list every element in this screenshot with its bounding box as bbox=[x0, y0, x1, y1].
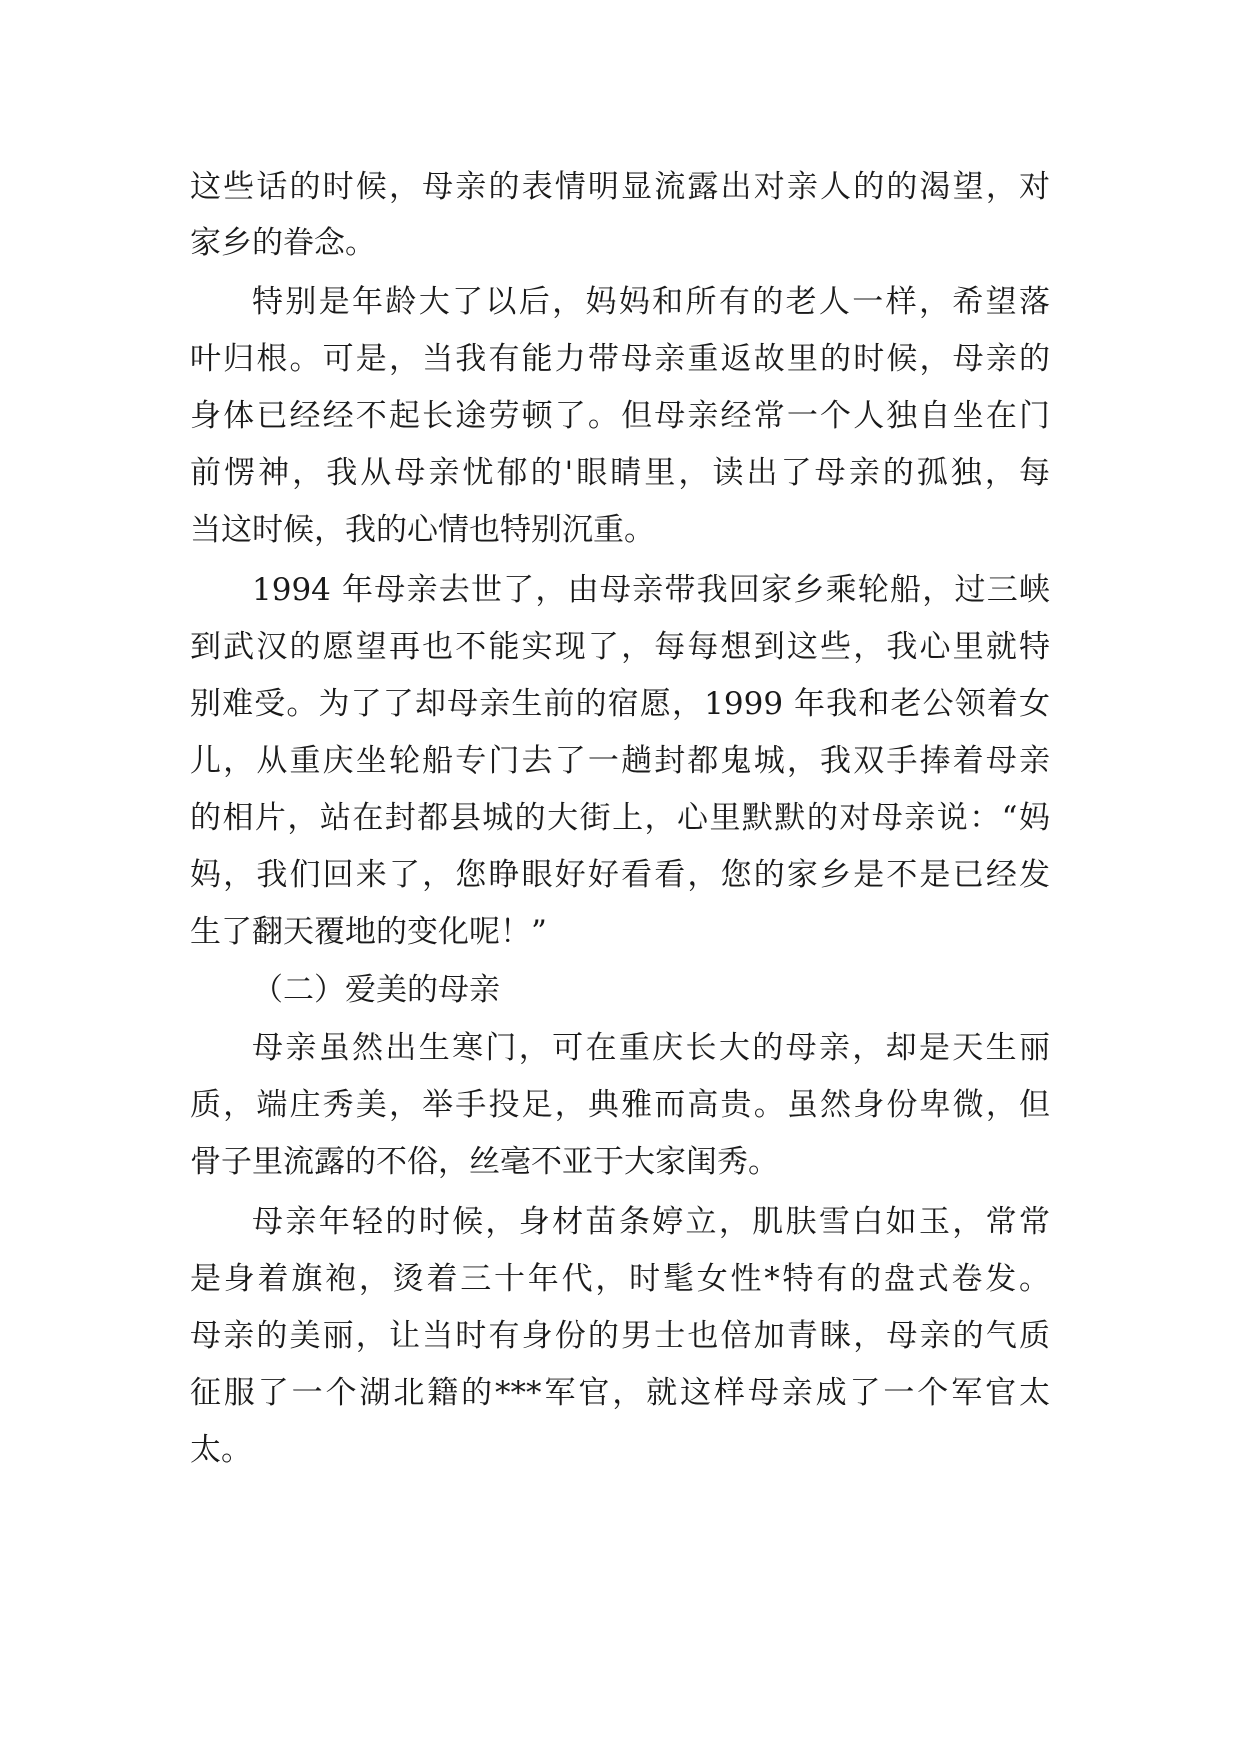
text-line: 太。 bbox=[190, 1432, 252, 1468]
text-line: 别难受。为了了却母亲生前的宿愿，1999 年我和老公领着女 bbox=[190, 686, 1050, 722]
text-line: 前愣神，我从母亲忧郁的'眼睛里，读出了母亲的孤独，每 bbox=[190, 455, 1050, 491]
text-line: 这些话的时候，母亲的表情明显流露出对亲人的的渴望，对 bbox=[190, 169, 1050, 205]
text-line: 儿，从重庆坐轮船专门去了一趟封都鬼城，我双手捧着母亲 bbox=[190, 743, 1050, 779]
text-line: 到武汉的愿望再也不能实现了，每每想到这些，我心里就特 bbox=[190, 629, 1050, 665]
text-line: 生了翻天覆地的变化呢！” bbox=[190, 914, 547, 950]
text-line: 的相片，站在封都县城的大街上，心里默默的对母亲说：“妈 bbox=[190, 800, 1050, 836]
paragraph-first-line: 母亲年轻的时候，身材苗条婷立，肌肤雪白如玉，常常 bbox=[252, 1204, 1050, 1240]
text-line: 质，端庄秀美，举手投足，典雅而高贵。虽然身份卑微，但 bbox=[190, 1087, 1050, 1123]
text-line: 当这时候，我的心情也特别沉重。 bbox=[190, 512, 655, 548]
text-line: 征服了一个湖北籍的***军官，就这样母亲成了一个军官太 bbox=[190, 1375, 1050, 1411]
text-line: 家乡的眷念。 bbox=[190, 225, 376, 261]
text-line: 母亲的美丽，让当时有身份的男士也倍加青睐，母亲的气质 bbox=[190, 1318, 1050, 1354]
section-heading: （二）爱美的母亲 bbox=[252, 972, 500, 1008]
text-line: 是身着旗袍，烫着三十年代，时髦女性*特有的盘式卷发。 bbox=[190, 1261, 1050, 1297]
text-line: 妈，我们回来了，您睁眼好好看看，您的家乡是不是已经发 bbox=[190, 857, 1050, 893]
paragraph-first-line: 特别是年龄大了以后，妈妈和所有的老人一样，希望落 bbox=[252, 284, 1050, 320]
text-line: 叶归根。可是，当我有能力带母亲重返故里的时候，母亲的 bbox=[190, 341, 1050, 377]
text-line: 身体已经经不起长途劳顿了。但母亲经常一个人独自坐在门 bbox=[190, 398, 1050, 434]
paragraph-first-line: 母亲虽然出生寒门，可在重庆长大的母亲，却是天生丽 bbox=[252, 1030, 1050, 1066]
paragraph-first-line: 1994 年母亲去世了，由母亲带我回家乡乘轮船，过三峡 bbox=[252, 572, 1050, 608]
text-line: 骨子里流露的不俗，丝毫不亚于大家闺秀。 bbox=[190, 1144, 779, 1180]
